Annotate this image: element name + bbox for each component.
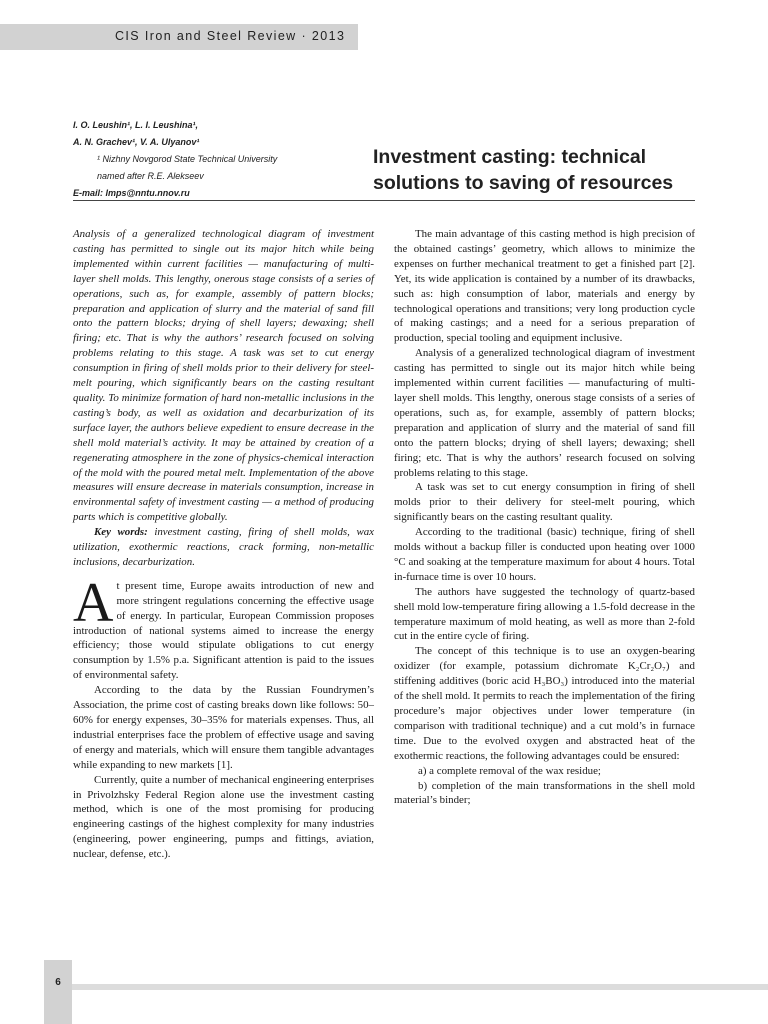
right-paragraph-6: The concept of this technique is to use an oxygen-bearing oxidizer (for example, potassium dichromate K₂Cr₂O₇) and stiffening additives (boric acid H₃BO₃) introduced into the material of the shell mold. It permits to reach the implementation of the firing procedure’s major objectives under lower temperature (in comparison with traditional technique) and a cut mold’s in furnace time. Due to the evolved oxygen and abstracted heat of the exothermic reactions, the following advantages could be ensured: <box>394 645 695 762</box>
author-names-line2: A. N. Grachev¹, V. A. Ulyanov¹ <box>73 137 200 147</box>
author-names-line1: I. O. Leushin¹, L. I. Leushina¹, <box>73 120 199 130</box>
left-paragraph-2: According to the data by the Russian Foundrymen’s Association, the prime cost of casting breaks down like follows: 50–60% for energy expenses, 30–35% for materials expenses. Thus, all industrial enterprises face the problem of effective usage and saving of energy and materials, which will ensure them tangible advantages while expanding to new markets [1]. <box>73 684 374 771</box>
keywords <box>73 525 374 570</box>
right-paragraph-5: The authors have suggested the technology of quartz-based shell mold low-temperature firing allowing a 1.5-fold decrease in the temperature maximum of mold heating, as well as more than 2-fold cut in the entire cycle of firing. <box>394 585 695 643</box>
intro-paragraph <box>73 571 374 683</box>
footer-rule <box>72 984 768 990</box>
list-item-a: a) a complete removal of the wax residue; <box>418 764 601 777</box>
author-email: E-mail: lmps@nntu.nnov.ru <box>73 188 190 198</box>
article-title <box>373 144 703 196</box>
intro-text: t present time, Europe awaits introduction of new and more stringent regulations concerning the effective usage of energy. In particular, European Commission proposes introduction of national systems aimed to increase the energy efficiency; those would stipulate obligations to cut energy consumption by 1.5% p.a. Significant attention is paid to the issues of environmental safety. <box>73 579 374 682</box>
list-item-b: b) completion of the main transformations in the shell mold material’s binder; <box>394 779 695 807</box>
right-paragraph-4: According to the traditional (basic) technique, firing of shell molds without a backup filler is conducted upon heating over 1000 °C and soaking at the temperature maximum for about 4 hours. Total in-furnace time is over 10 hours. <box>394 526 695 583</box>
right-paragraph-1: The main advantage of this casting method is high precision of the obtained castings’ geometry, which allows to minimize the expenses on further mechanical treatment to get a finished part [2]. Yet, its wide application is contained by a number of its drawbacks, such as: high consumption of labor, materials and energy by technological operations and transitions; very long production cycle of making castings; and a need for a serious preparation of production, special tooling and equipment inclusive. <box>394 228 695 345</box>
title-divider <box>73 200 695 201</box>
drop-cap: A <box>73 571 114 634</box>
keywords-list: investment casting, firing of shell molds, wax utilization, exothermic reactions, crack forming, non-metallic inclusions, decarburization. <box>73 526 374 568</box>
left-paragraph-3: Currently, quite a number of mechanical engineering enterprises in Privolzhsky Federal Region alone use the investment casting method, which is one of the most promising for producing engineering castings of the highest complexity for many industries (engineering, power engineering, pumps and fittings, aviation, nuclear, defense, etc.). <box>73 773 374 861</box>
right-paragraph-2: Analysis of a generalized technological diagram of investment casting has permitted to single out its major hitch while being implemented within current facilities — manufacturing of multi-layer shell molds. This lengthy, onerous stage consists of a series of operations, such as, for example, assembly of pattern blocks; preparation and application of slurry and the material of sand fill onto the pattern blocks; drying of shell layers; dewaxing; shell firing; etc. That is why the authors’ research focused on solving problems relating to this stage. <box>394 347 695 479</box>
affiliation-line2: named after R.E. Alekseev <box>97 171 204 181</box>
right-paragraph-3: A task was set to cut energy consumption in firing of shell molds prior to their delivery for steel-melt pouring, which significantly bears on the casting resultant quality. <box>394 481 695 524</box>
journal-title: CIS Iron and Steel Review · 2013 <box>115 29 346 43</box>
keywords-label: Key words: <box>94 526 148 539</box>
page-number: 6 <box>55 977 61 988</box>
article-title-line2: solutions to saving of resources <box>373 172 674 194</box>
page-number-band <box>44 960 72 1024</box>
abstract: Analysis of a generalized technological diagram of investment casting has permitted to single out its major hitch while being implemented within current facilities — manufacturing of multi-layer shell molds. This lengthy, onerous stage consists of a series of operations, such as, for example, assembly of pattern blocks; preparation and application of slurry and the material of sand fill onto the pattern blocks; drying of shell layers; dewaxing; shell firing; etc. That is why the authors’ research focused on solving problems relating to this stage. A task was set to cut energy consumption in firing of shell molds prior to their delivery for steel-melt pouring, which significantly bears on the casting resultant quality. To minimize formation of hard non-metallic inclusions in the casting’s body, as well as oxidation and decarburization of its surface layer, the authors believe expedient to ensure decrease in the shell mold material’s activity. It may be attained by creation of a regenerating atmosphere in the zone of physics-chemical interaction of the mold with the poured metal melt. Implementation of the above measures will ensure decrease in materials consumption, increase in environmental safety of investment casting — a method of producing parts which is competitive globally. <box>73 228 374 524</box>
left-column <box>73 227 374 862</box>
affiliation-line1: ¹ Nizhny Novgorod State Technical University <box>97 154 278 164</box>
author-block <box>73 117 373 202</box>
article-title-line1: Investment casting: technical <box>373 146 647 168</box>
right-column <box>394 227 695 808</box>
